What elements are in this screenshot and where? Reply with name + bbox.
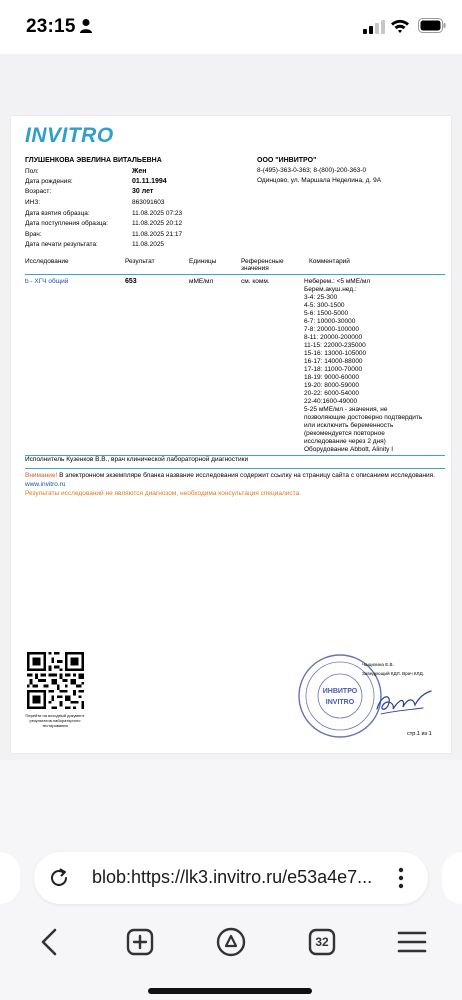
home-indicator [148, 988, 312, 994]
info-value: 11.08.2025 [132, 241, 165, 248]
info-label: Возраст: [25, 188, 52, 195]
info-label: Дата поступления образца: [25, 220, 108, 227]
comment-line: или исключить беременность [304, 422, 394, 429]
stamp-text-bottom: INVITRO [325, 699, 355, 706]
person-icon [79, 18, 93, 34]
column-header-comment: Комментарий [309, 258, 350, 265]
info-value: 30 лет [132, 188, 154, 195]
comment-line: 5-6: 1500-5000 [304, 310, 349, 317]
alice-assistant-icon[interactable] [209, 920, 253, 964]
document-page [11, 116, 451, 753]
column-header-reference: Референсные [241, 258, 284, 265]
previous-tab-preview[interactable] [0, 852, 20, 904]
info-value: 11.08.2025 20:12 [132, 220, 183, 227]
info-label: Дата взятия образца: [25, 210, 90, 217]
notice-body: В электронном экземпляре бланка название исследования содержит ссылку на страницу сайта с описанием исследования. [57, 472, 435, 479]
info-row-sex [25, 168, 245, 178]
tabs-button[interactable] [300, 920, 344, 964]
company-address: Одинцово, ул. Маршала Неделина, д. 9А [257, 177, 382, 184]
info-row-age [25, 188, 245, 198]
menu-icon[interactable] [390, 920, 434, 964]
info-row-sample-taken [25, 210, 245, 220]
invitro-site-link[interactable]: www.invitro.ru [25, 481, 66, 488]
comment-line: исследование через 2 дня) [304, 438, 386, 445]
column-header-units: Единицы [189, 258, 217, 265]
info-row-inz [25, 199, 245, 209]
signature [371, 681, 435, 721]
bottom-navigation [0, 920, 462, 970]
result-value: 653 [125, 278, 137, 285]
qr-code[interactable] [27, 652, 84, 709]
comment-line: Берем.акуш.нед.: [304, 286, 357, 293]
comment-line: (рекомендуется повторное [304, 430, 385, 437]
more-vertical-icon[interactable] [396, 866, 406, 890]
comment-line: позволяющие достоверно подтвердить [304, 414, 423, 421]
browser-toolbar [0, 760, 462, 1000]
comment-line: 20-22: 6000-54000 [304, 390, 359, 397]
comment-line: 17-18: 11000-70000 [304, 366, 363, 373]
notice-divider [25, 468, 445, 469]
stamp-text-top: ИНВИТРО [322, 688, 358, 695]
executor-text: Исполнитель Кузенков В.В., врач клинической лабораторной диагностики [25, 456, 249, 463]
info-row-birthdate [25, 178, 245, 188]
company-phones: 8-(495)-363-0-363; 8-(800)-200-363-0 [257, 167, 367, 174]
info-value: Жен [132, 168, 147, 175]
document-viewer[interactable] [0, 54, 462, 760]
comment-line: 5-25 мМЕ/мл - значения, не [304, 406, 388, 413]
comment-line: 18-19: 9000-60000 [304, 374, 359, 381]
result-test-link[interactable]: b - ХГЧ общий [25, 278, 69, 285]
back-icon[interactable] [28, 920, 72, 964]
comment-line: Неберем.: <5 мМЕ/мл [304, 278, 371, 285]
notice-text [25, 471, 445, 489]
company-name: ООО "ИНВИТРО" [257, 157, 317, 164]
column-header-test: Исследование [25, 258, 69, 265]
tabs-count: 32 [315, 935, 329, 949]
reload-icon[interactable] [48, 867, 70, 889]
disclaimer-text: Результаты исследований не являются диагнозом, необходима консультация специалиста. [25, 490, 301, 497]
comment-line: 4-5: 300-1500 [304, 302, 345, 309]
info-row-sample-received [25, 220, 245, 230]
signer-name: Чащихина Е.В. [362, 662, 394, 667]
invitro-logo: INVITRO [25, 124, 114, 147]
patient-name: ГЛУШЕНКОВА ЭВЕЛИНА ВИТАЛЬЕВНА [25, 157, 162, 164]
page-number: стр.1 из 1 [407, 731, 432, 737]
new-tab-icon[interactable] [118, 920, 162, 964]
info-label: Дата печати результата: [25, 241, 98, 248]
notice-attention: Внимание! [25, 472, 58, 479]
column-header-result: Результат [125, 258, 155, 265]
cellular-signal-icon [363, 20, 385, 34]
comment-line: 15-16: 13000-105000 [304, 350, 367, 357]
info-row-print-date [25, 241, 245, 251]
battery-icon [418, 18, 446, 33]
info-value: 11.08.2025 21:17 [132, 231, 183, 238]
comment-line: 3-4: 25-300 [304, 294, 338, 301]
header-divider [25, 274, 445, 275]
comment-line: 19-20: 8000-59000 [304, 382, 359, 389]
comment-line: Оборудование Abbott, Alinity I [304, 446, 394, 453]
comment-line: 8-11: 20000-200000 [304, 334, 363, 341]
address-bar[interactable] [34, 852, 428, 904]
comment-line: 7-8: 20000-100000 [304, 326, 359, 333]
result-units: мМЕ/мл [189, 278, 214, 285]
next-tab-preview[interactable] [442, 852, 462, 904]
info-value: 863091603 [132, 199, 165, 206]
info-label: Дата рождения: [25, 178, 73, 185]
status-time: 23:15 [26, 16, 76, 37]
info-label: Пол: [25, 168, 39, 175]
info-value: 11.08.2025 07:23 [132, 210, 183, 217]
wifi-icon [390, 18, 410, 34]
url-text[interactable]: blob:https://lk3.invitro.ru/e53a4e7... [92, 867, 373, 887]
column-header-reference-2: значения [241, 265, 269, 272]
status-bar [0, 0, 462, 54]
comment-line: 16-17: 14000-88000 [304, 358, 363, 365]
result-reference: см. комм. [241, 278, 270, 285]
comment-line: 22-40:1600-49000 [304, 398, 358, 405]
comment-line: 11-15: 22000-235000 [304, 342, 366, 349]
info-label: ИНЗ: [25, 199, 41, 206]
info-value: 01.11.1994 [132, 178, 167, 185]
signer-title: Заведующий КДЛ. Врач КЛД. [362, 671, 424, 676]
qr-caption: Перейти на исходный документ результатов лабораторного тестирования [25, 713, 85, 728]
comment-line: 6-7: 10000-30000 [304, 318, 356, 325]
info-label: Врач: [25, 231, 42, 238]
info-row-doctor [25, 231, 245, 241]
